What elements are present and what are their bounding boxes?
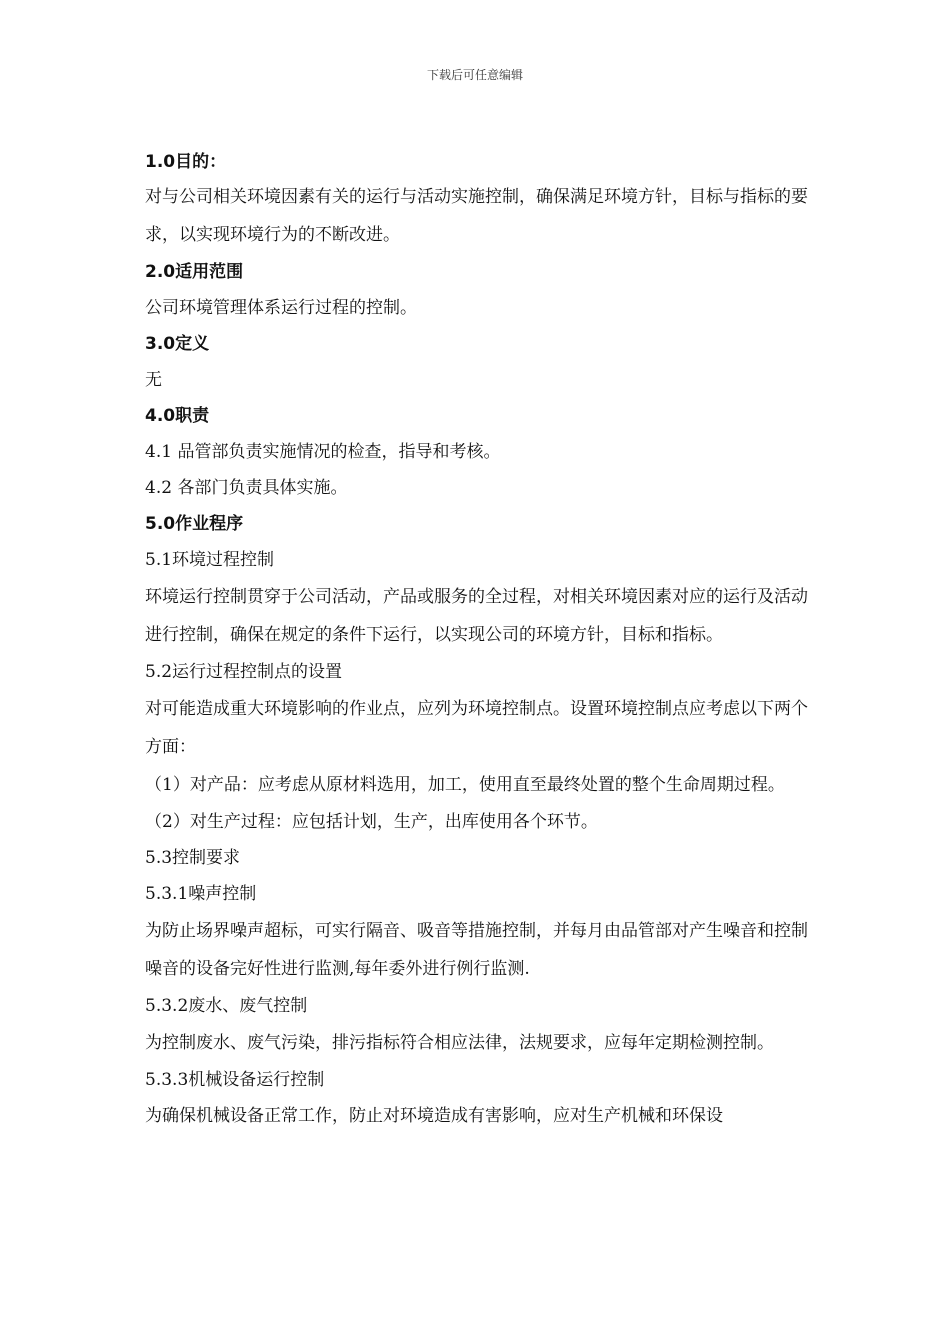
section-5-1-body: 环境运行控制贯穿于公司活动，产品或服务的全过程，对相关环境因素对应的运行及活动进行控制，确保在规定的条件下运行，以实现公司的环境方针，目标和指标。 <box>145 587 808 645</box>
section-4-2: 4.2 各部门负责具体实施。 <box>145 478 348 498</box>
section-5-1-heading: 5.1环境过程控制 <box>145 550 275 570</box>
section-5-3-3-heading: 5.3.3机械设备运行控制 <box>145 1070 325 1090</box>
section-5-3-1-heading: 5.3.1噪声控制 <box>145 884 257 904</box>
section-5-2-heading: 5.2运行过程控制点的设置 <box>145 662 343 682</box>
section-3-heading: 3.0定义 <box>145 334 210 354</box>
section-5-3-2-body: 为控制废水、废气污染，排污指标符合相应法律，法规要求，应每年定期检测控制。 <box>145 1033 774 1053</box>
section-5-heading: 5.0作业程序 <box>145 514 244 534</box>
page-header: 下载后可任意编辑 <box>426 68 523 82</box>
section-4-heading: 4.0职责 <box>145 406 210 426</box>
section-5-3-heading: 5.3控制要求 <box>145 848 241 868</box>
section-2-heading: 2.0适用范围 <box>145 262 244 282</box>
section-5-3-1-body: 为防止场界噪声超标，可实行隔音、吸音等措施控制，并每月由品管部对产生噪音和控制噪音的设备完好性进行监测,每年委外进行例行监测. <box>145 921 808 979</box>
section-5-3-2-heading: 5.3.2废水、废气控制 <box>145 996 308 1016</box>
section-5-3-3-body: 为确保机械设备正常工作，防止对环境造成有害影响，应对生产机械和环保设 <box>145 1106 723 1126</box>
section-5-2-item-1: （1）对产品：应考虑从原材料选用，加工，使用直至最终处置的整个生命周期过程。 <box>145 775 785 795</box>
section-3-body: 无 <box>145 370 162 390</box>
section-1-heading: 1.0目的： <box>145 152 227 172</box>
section-2-body: 公司环境管理体系运行过程的控制。 <box>145 298 417 318</box>
section-1-body: 对与公司相关环境因素有关的运行与活动实施控制，确保满足环境方针，目标与指标的要求，以实现环境行为的不断改进。 <box>145 187 808 245</box>
section-5-2-body: 对可能造成重大环境影响的作业点，应列为环境控制点。设置环境控制点应考虑以下两个方面： <box>145 699 808 757</box>
document-body <box>145 146 810 1134</box>
section-4-1: 4.1 品管部负责实施情况的检查，指导和考核。 <box>145 442 501 462</box>
section-5-2-item-2: （2）对生产过程：应包括计划，生产，出库使用各个环节。 <box>145 812 598 832</box>
